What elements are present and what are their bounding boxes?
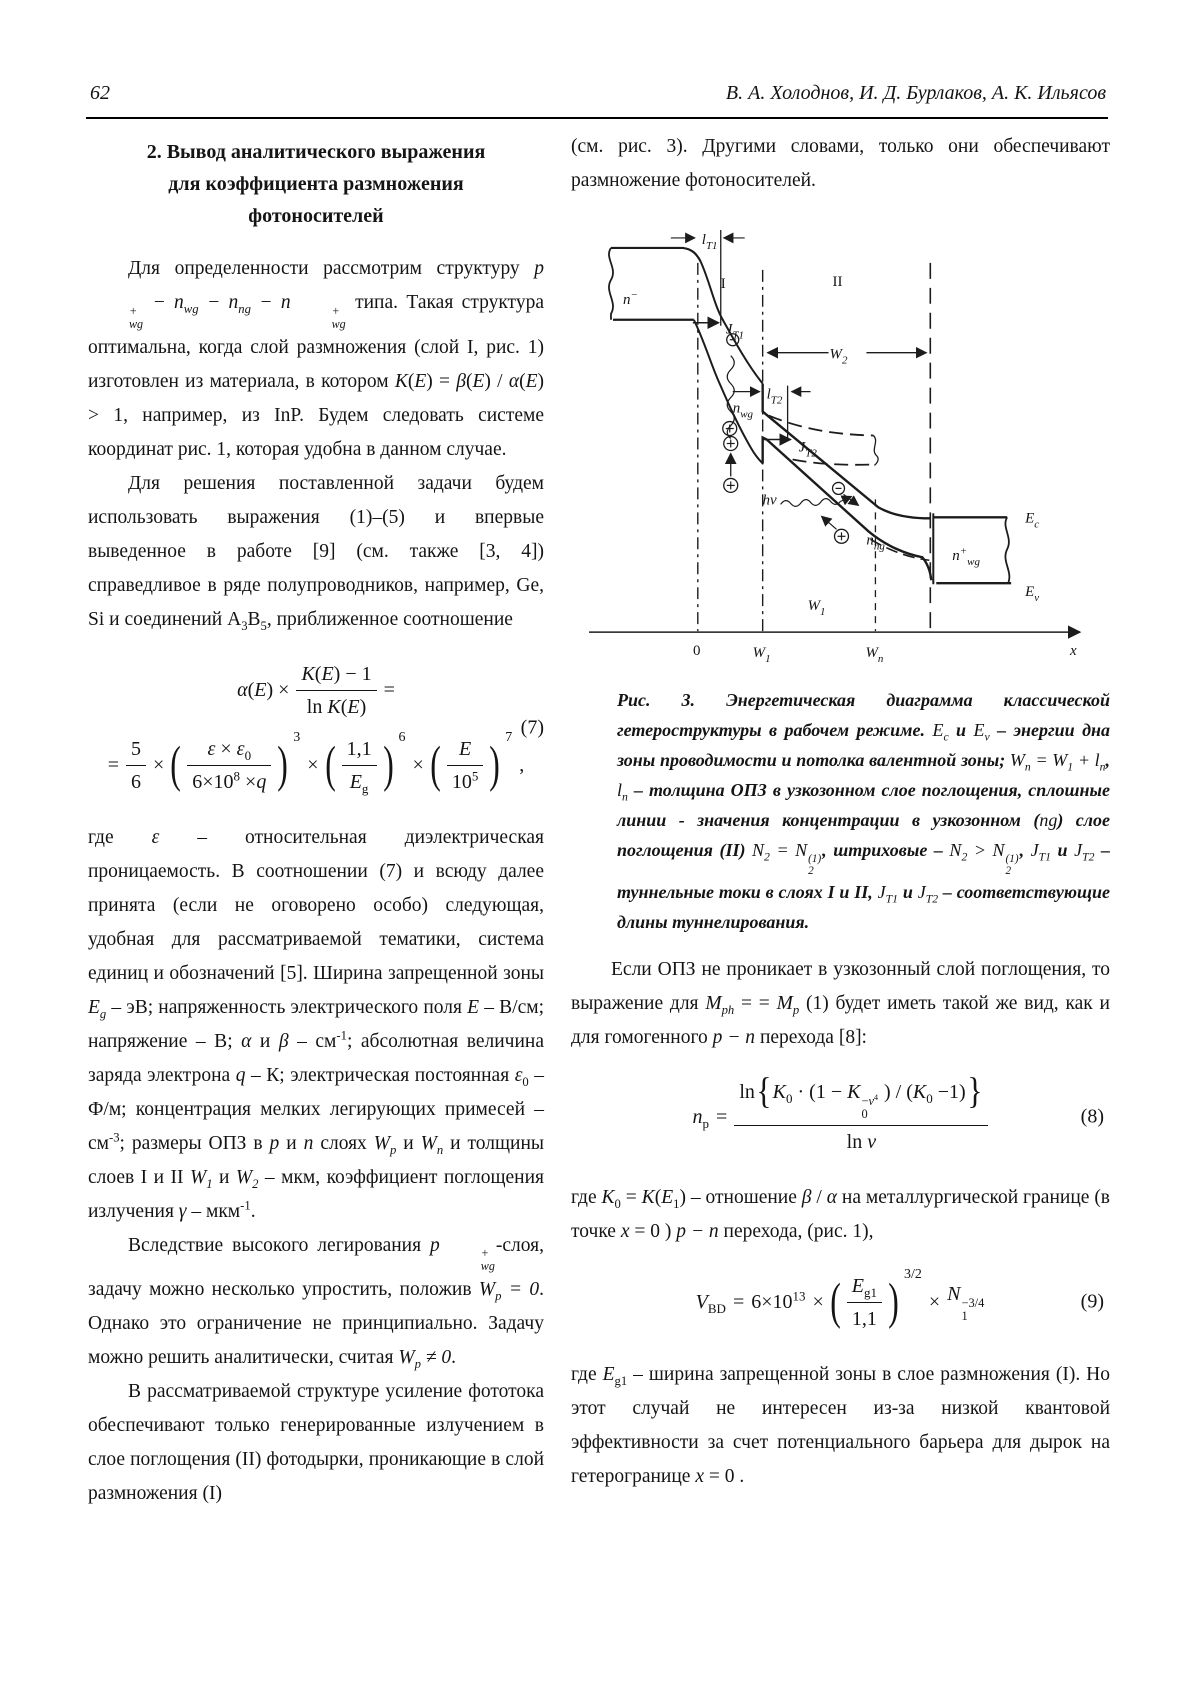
paragraph: где $K_0 = K(E_1)$ – отношение β / α на металлургической границе (в точке x = 0 ) p − n перехода, (рис. 1), <box>571 1186 1111 1242</box>
paragraph: Для определенности рассмотрим структуру p + wg − $n_{wg} - n_{ng} - n$ + wg типа. Такая структура оптимальна, когда слой размножения (слой I, рис. 1) изготовлен из материала, в котором K(E) = β(E) / α(E) > 1, например, из InP. Будем следовать системе координат рис. 1, которая удобна в данном случае. <box>88 258 544 460</box>
label-region-2: II <box>832 273 843 290</box>
equation-9: $V_{BD}$ = $6\times 10^{13}$ × ( $\frac{E_{g1}}{1,1}$ ) $^{3/2}$ × N −3/4 1 (9) <box>695 1266 1104 1330</box>
axis-label-0: 0 <box>693 643 701 660</box>
equation-7 <box>88 661 544 795</box>
section-heading <box>94 136 538 232</box>
label-w2: $W_2$ <box>829 346 848 367</box>
axis-label-x: x <box>1070 643 1077 660</box>
carriers <box>723 334 859 544</box>
paragraph: В рассматриваемой структуре усиление фототока обеспечивают только генерированные излучением в слое поглощения (II) фотодырки, проникающие в слой размножения (I) <box>88 1381 544 1505</box>
label-w1-inner: $W_1$ <box>807 598 826 619</box>
axis-label-w1: $W_1$ <box>752 645 771 666</box>
right-column <box>571 130 1110 1511</box>
eq9-fraction: $\frac{E_{g1}}{1,1}$ <box>847 1273 882 1332</box>
tunneling-zigzag <box>727 356 734 439</box>
label-nwg: $n_{wg}$ <box>732 400 754 421</box>
label-n-minus: n− <box>622 288 638 308</box>
eq7-fraction-eg: $\frac{1,1}{E_g}$ <box>342 736 377 795</box>
axis-label-wn: $W_n$ <box>865 645 884 666</box>
section-heading-line3: фотоносителей <box>248 205 384 227</box>
label-region-1: I <box>720 275 726 292</box>
paragraph: Если ОПЗ не проникает в узкозонный слой поглощения, то выражение для $M_{ph}$ = = $M_p$ (1) будет иметь такой же вид, как и для гомогенного p − n перехода [8]: <box>571 959 1110 1049</box>
label-nng: $n_{ng}$ <box>866 532 885 553</box>
dashed-band-upper <box>769 416 874 436</box>
equation-8: $n_p$ = $\ln\{K_0 \cdot (1 - K$ $-v^4$ 0 ) / $(K_0 -1)$} ln v (8) <box>692 1070 1104 1153</box>
section-heading-line1: 2. Вывод аналитического выражения <box>146 141 486 163</box>
paragraph: Для решения поставленной задачи будем использовать выражения (1)–(5) и впервые выведенное в работе [9] (см. также [3, 4]) справедливое в ряде полупроводников, например, Ge, Si и соединений $A_3B_5$, приближенное соотношение <box>88 472 544 633</box>
label-jt2: $J_{T2}$ <box>798 439 817 460</box>
paragraph: где ε – относительная диэлектрическая проницаемость. В соотношении (7) и всюду далее принята (если не оговорено особо) следующая, удобная для рассматриваемой тематики, система единиц и обозначений [5]. Ширина запрещенной зоны $E_g$ – эВ; напряженность электрического поля E – В/см; напряжение – В; α и β – $см^{-1}$; абсолютная величина заряда электрона q – К; электрическая постоянная $\varepsilon_0 - Ф/м$; концентрация мелких легирующих примесей – $см^{-3}$; размеры ОПЗ в p и n слоях $W_p$ и $W_n$ и толщины слоев I и II $W_1$ и $W_2$ – мкм, коэффициент поглощения излучения γ – мкм$^{-1}$. <box>88 826 545 1222</box>
label-hv: hν <box>762 492 777 509</box>
eq7-lhs: α(E) × <box>237 679 290 702</box>
equation-7-line2: = $\frac{5}{6}$ × ( $\frac{\varepsilon \times \varepsilon_0}{6\times 10^8 \times q}$ ) $^3$ × ( $\frac{1,1}{E_g}$ ) $^6$ × ( $\frac{E}{10^5}$ ) $^7$ , <box>107 729 525 796</box>
label-jt1: $J_{T1}$ <box>725 321 744 342</box>
dashed-band-lower <box>793 459 874 464</box>
n-plus-wg-region <box>933 513 1011 584</box>
label-ev: $E_v$ <box>1025 584 1040 605</box>
eq8-fraction: $\ln\{K_0 \cdot (1 - K$ $-v^4$ 0 ) / $(K_0 -1)$} ln v <box>734 1079 988 1155</box>
paragraph: Вследствие высокого легирования p + wg -слоя, задачу можно несколько упростить, положив $W_p = 0$. Однако это ограничение не принципиально. Задачу можно решить аналитически, считая $W_p \ne 0$. <box>88 1234 544 1372</box>
equation-7-line1: α(E) × $\frac{K(E) - 1}{\text{ln K(E)}}$ = <box>237 662 395 718</box>
n-minus-region <box>609 248 701 320</box>
eq7-fraction-56: $\frac{5}{6}$ <box>126 736 146 795</box>
eq7-fraction-1: $\frac{K(E) - 1}{\text{ln K(E)}}$ <box>296 661 376 720</box>
label-n-plus-wg: $n^+_{wg}$ <box>952 545 980 569</box>
equation-8-number: (8) <box>1080 1105 1104 1128</box>
header-rule <box>86 117 1108 119</box>
dimension-arrows <box>671 230 926 440</box>
page-number: 62 <box>90 82 110 104</box>
equation-9-number: (9) <box>1080 1290 1104 1313</box>
label-ec: $E_c$ <box>1025 510 1040 531</box>
figure-labels <box>623 232 1077 665</box>
paragraph: (см. рис. 3). Другими словами, только они обеспечивают размножение фотоносителей. <box>571 136 1110 191</box>
section-heading-line2: для коэффициента размножения <box>168 173 464 195</box>
paragraph: где $E_{g1}$ – ширина запрещенной зоны в слое размножения (I). Но этот случай не интересен из-за низкой квантовой эффективности за счет потенциального барьера для дырок на гетерогранице x = 0 . <box>571 1363 1111 1487</box>
figure-3 <box>571 208 1110 677</box>
figure-3-caption: Рис. 3. Энергетическая диаграмма классической гетероструктуры в рабочем режиме. $E_c$ и $E_v$ – энергии дна зоны проводимости и потолка валентной зоны; $W_n = W_1 + l_n$, $l_n$ – толщина ОПЗ в узкозонном слое поглощения, сплошные линии - значения концентрации в узкозонном (ng) слое поглощения (II) $N_2 = N$ (1) 2 , штриховые – $N_2 > N$ (1) 2 , $J_{T1}$ и $J_{T2}$ – туннельные токи в слоях I и II, $J_{T1}$ и $J_{T2}$ – соответствующие длины туннелирования. <box>617 690 1111 933</box>
figure-3-diagram <box>571 208 1110 677</box>
label-lt2: $l_{T2}$ <box>766 386 783 407</box>
dashed-band-wavy-end <box>873 436 878 466</box>
equation-7-number: (7) <box>520 716 544 739</box>
band-edges-layer1 <box>694 262 763 464</box>
page-header <box>90 82 1106 105</box>
label-lt1: $l_{T1}$ <box>701 231 718 252</box>
two-column-layout <box>88 130 1110 1511</box>
left-column <box>88 130 544 1511</box>
eq7-fraction-e: $\frac{E}{10^5}$ <box>447 736 484 795</box>
eq7-fraction-eps: $\frac{\varepsilon \times \varepsilon_0}{6\times 10^8 \times q}$ <box>187 736 271 795</box>
running-authors: В. А. Холоднов, И. Д. Бурлаков, А. К. Ильясов <box>725 82 1106 104</box>
